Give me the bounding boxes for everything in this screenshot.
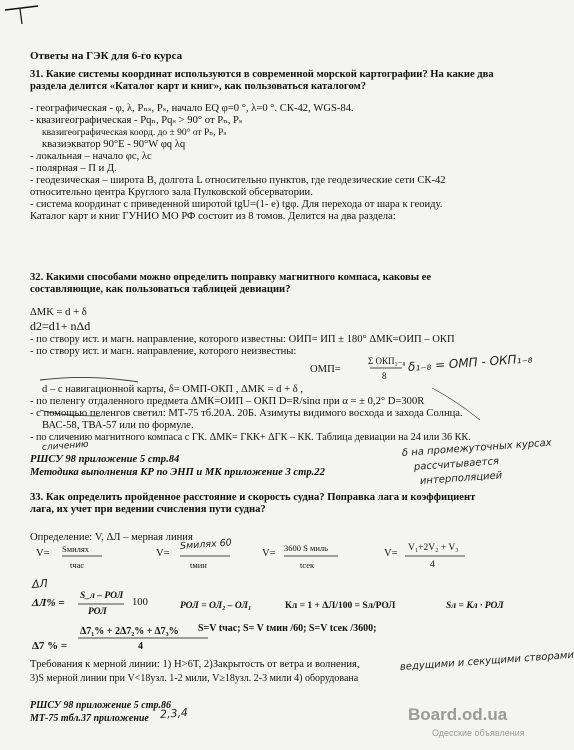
omp-numerator: Σ ОКП₁₋₈ <box>368 356 406 366</box>
omp-label: ОМП= <box>310 364 341 375</box>
q32-line: - по створу ист. и магн. направление, которого неизвестны: <box>30 346 297 357</box>
dl-handwritten: ΔЛ <box>31 576 49 591</box>
q32-heading-1: 32. Какими способами можно определить поправку магнитного компаса, каковы ее <box>30 272 432 283</box>
q33-handwritten-ref: 2,3,4 <box>159 706 189 721</box>
q31-line: - полярная – П и Д. <box>30 163 117 174</box>
v4-numerator: V₁+2V₂ + V₃ <box>408 543 459 553</box>
rol-formula: РОЛ = ОЛ₂ – ОЛ₁ <box>180 601 252 611</box>
v2-denominator: tмин <box>190 560 207 570</box>
v2-lhs: V= <box>156 548 170 559</box>
q33-heading-1: 33. Как определить пройденное расстояние и скорость судна? Поправка лага и коэффициент <box>30 492 476 503</box>
q33-heading-2: лага, их учет при ведении счисления пути судна? <box>30 504 266 515</box>
q31-line: - система координат с приведенной широтой tgU=(1- е) tgφ. Для перехода от шара к геоиду. <box>30 199 443 210</box>
squiggle-1 <box>40 377 138 382</box>
v3-numerator: 3600 S миль <box>284 543 329 553</box>
q31-line: Каталог карт и книг ГУНИО МО РФ состоит из 8 томов. Делится на два раздела: <box>30 211 396 222</box>
v4-lhs: V= <box>384 548 398 559</box>
watermark-caption: Одесские объявления <box>432 728 525 738</box>
q33-definition: Определение: V, ΔЛ – мерная линия <box>30 532 193 543</box>
dl-lhs: ΔЛ% = <box>32 597 65 609</box>
q31-line: - геодезическая – широта B, долгота L относительно пунктов, где геодезические сети СК-42 <box>30 175 446 186</box>
dl-denominator: РОЛ <box>88 607 107 617</box>
q31-heading-1: 31. Какие системы координат используются в современной морской картографии? На какие два <box>30 69 494 80</box>
q32-formula-2: d2=d1+ nΔd <box>30 319 91 333</box>
q32-handwritten-note: рассчитывается <box>413 456 500 473</box>
v3-lhs: V= <box>262 548 276 559</box>
q31-line: квазигеографическая коорд. до ± 90° от Pₙ, Pₛ <box>42 128 227 138</box>
d7-numerator: Δ7₁% + 2Δ7₂% + Δ7₃% <box>80 626 179 637</box>
q31-line: относительно центра Круглого зала Пулковской обсерватории. <box>30 187 313 198</box>
q32-line: d – с навигационной карты, δ= ОМП-ОКП , ΔMK = d + δ , <box>42 384 303 395</box>
page-title: Ответы на ГЭК для 6-го курса <box>30 50 183 62</box>
pen-stroke-top <box>5 6 38 10</box>
dl-numerator: S_л – РОЛ <box>80 591 124 601</box>
q33-handwritten-note: ведущими и секущими створами <box>399 649 574 673</box>
q33-requirements: 3)S мерной линии при V<18узл. 1-2 мили, V≥18узл. 2-3 мили 4) оборудована <box>30 673 359 684</box>
v1-lhs: V= <box>36 548 50 559</box>
watermark-site: Board.od.ua <box>408 705 508 724</box>
q32-line: - по створу ист. и магн. направление, которого известны: ОИП= ИП ± 180° ΔМК=ОИП – ОКП <box>30 334 455 345</box>
q31-line: - квазигеографическая - Pqₙ, Pqₛ > 90° от Pₙ, Pₛ <box>30 115 243 126</box>
omp-denominator: 8 <box>382 371 387 381</box>
q32-line: - по пеленгу отдаленного предмета ΔМК=ОИП – ОКП D=R/sinα при α = ± 0,2° D=300R <box>30 396 425 407</box>
q33-reference: МТ-75 тбл.37 приложение <box>30 713 149 724</box>
q31-line: - географическая - φ, λ, Pₙₛ, Pₛ, начало EQ φ=0 °, λ=0 °. СК-42, WGS-84. <box>30 103 354 114</box>
q31-line: квазиэкватор 90°E - 90°W φq λq <box>42 139 186 150</box>
q32-handwritten-note: интерполяцией <box>419 470 503 487</box>
q32-handwritten-correction: сличению <box>41 439 89 453</box>
q32-formula-1: ΔMK = d + δ <box>30 307 87 318</box>
pen-stroke-top-2 <box>20 9 22 24</box>
q31-heading-2: раздела делится «Каталог карт и книг», как пользоваться каталогом? <box>30 81 367 92</box>
delta-handwritten: δ₁₋₈ = ОМП - ОКП₁₋₈ <box>407 351 533 374</box>
q32-line: - по сличению магнитного компаса с ГК. ΔМК= ГКК+ ΔГК – КК. Таблица девиации на 24 или 36 КК. <box>30 432 471 443</box>
s-formulas: S=V tчас; S= V tмин /60; S=V tсек /3600; <box>198 623 377 634</box>
q31-line: - локальная – начало φc, λc <box>30 151 152 162</box>
q33-requirements: Требования к мерной линии: 1) H>6T, 2)Закрытость от ветра и волнения, <box>30 659 360 670</box>
d7-denominator: 4 <box>138 641 143 652</box>
q32-reference: Методика выполнения КР по ЭНП и МК приложение 3 стр.22 <box>30 467 325 478</box>
kl-formula: Кл = 1 + ΔЛ/100 = Sл/РОЛ <box>285 601 396 611</box>
q32-line: ВАС-58, ТВА-57 или по формуле. <box>42 420 194 431</box>
q32-handwritten-note: δ на промежуточных курсах <box>401 437 553 459</box>
q33-reference: РШСУ 98 приложение 5 стр.86 <box>30 700 171 711</box>
v4-denominator: 4 <box>430 560 435 570</box>
v1-numerator: Sмилях <box>62 544 90 554</box>
sl-formula: Sл = Кл · РОЛ <box>446 601 504 611</box>
v1-denominator: tчас <box>70 560 85 570</box>
dl-multiplier: 100 <box>132 597 148 608</box>
q32-reference: РШСУ 98 приложение 5 стр.84 <box>30 454 180 465</box>
d7-lhs: Δ7 % = <box>32 640 68 652</box>
v2-numerator: Sмилях 60 <box>179 537 233 552</box>
q32-line: - с помощью пеленгов светил: МТ-75 тб.20А. 20Б. Азимуты видимого восхода и захода Солнца. <box>30 408 463 419</box>
q32-heading-2: составляющие, как пользоваться таблицей девиации? <box>30 284 291 295</box>
v3-denominator: tсек <box>300 560 315 570</box>
